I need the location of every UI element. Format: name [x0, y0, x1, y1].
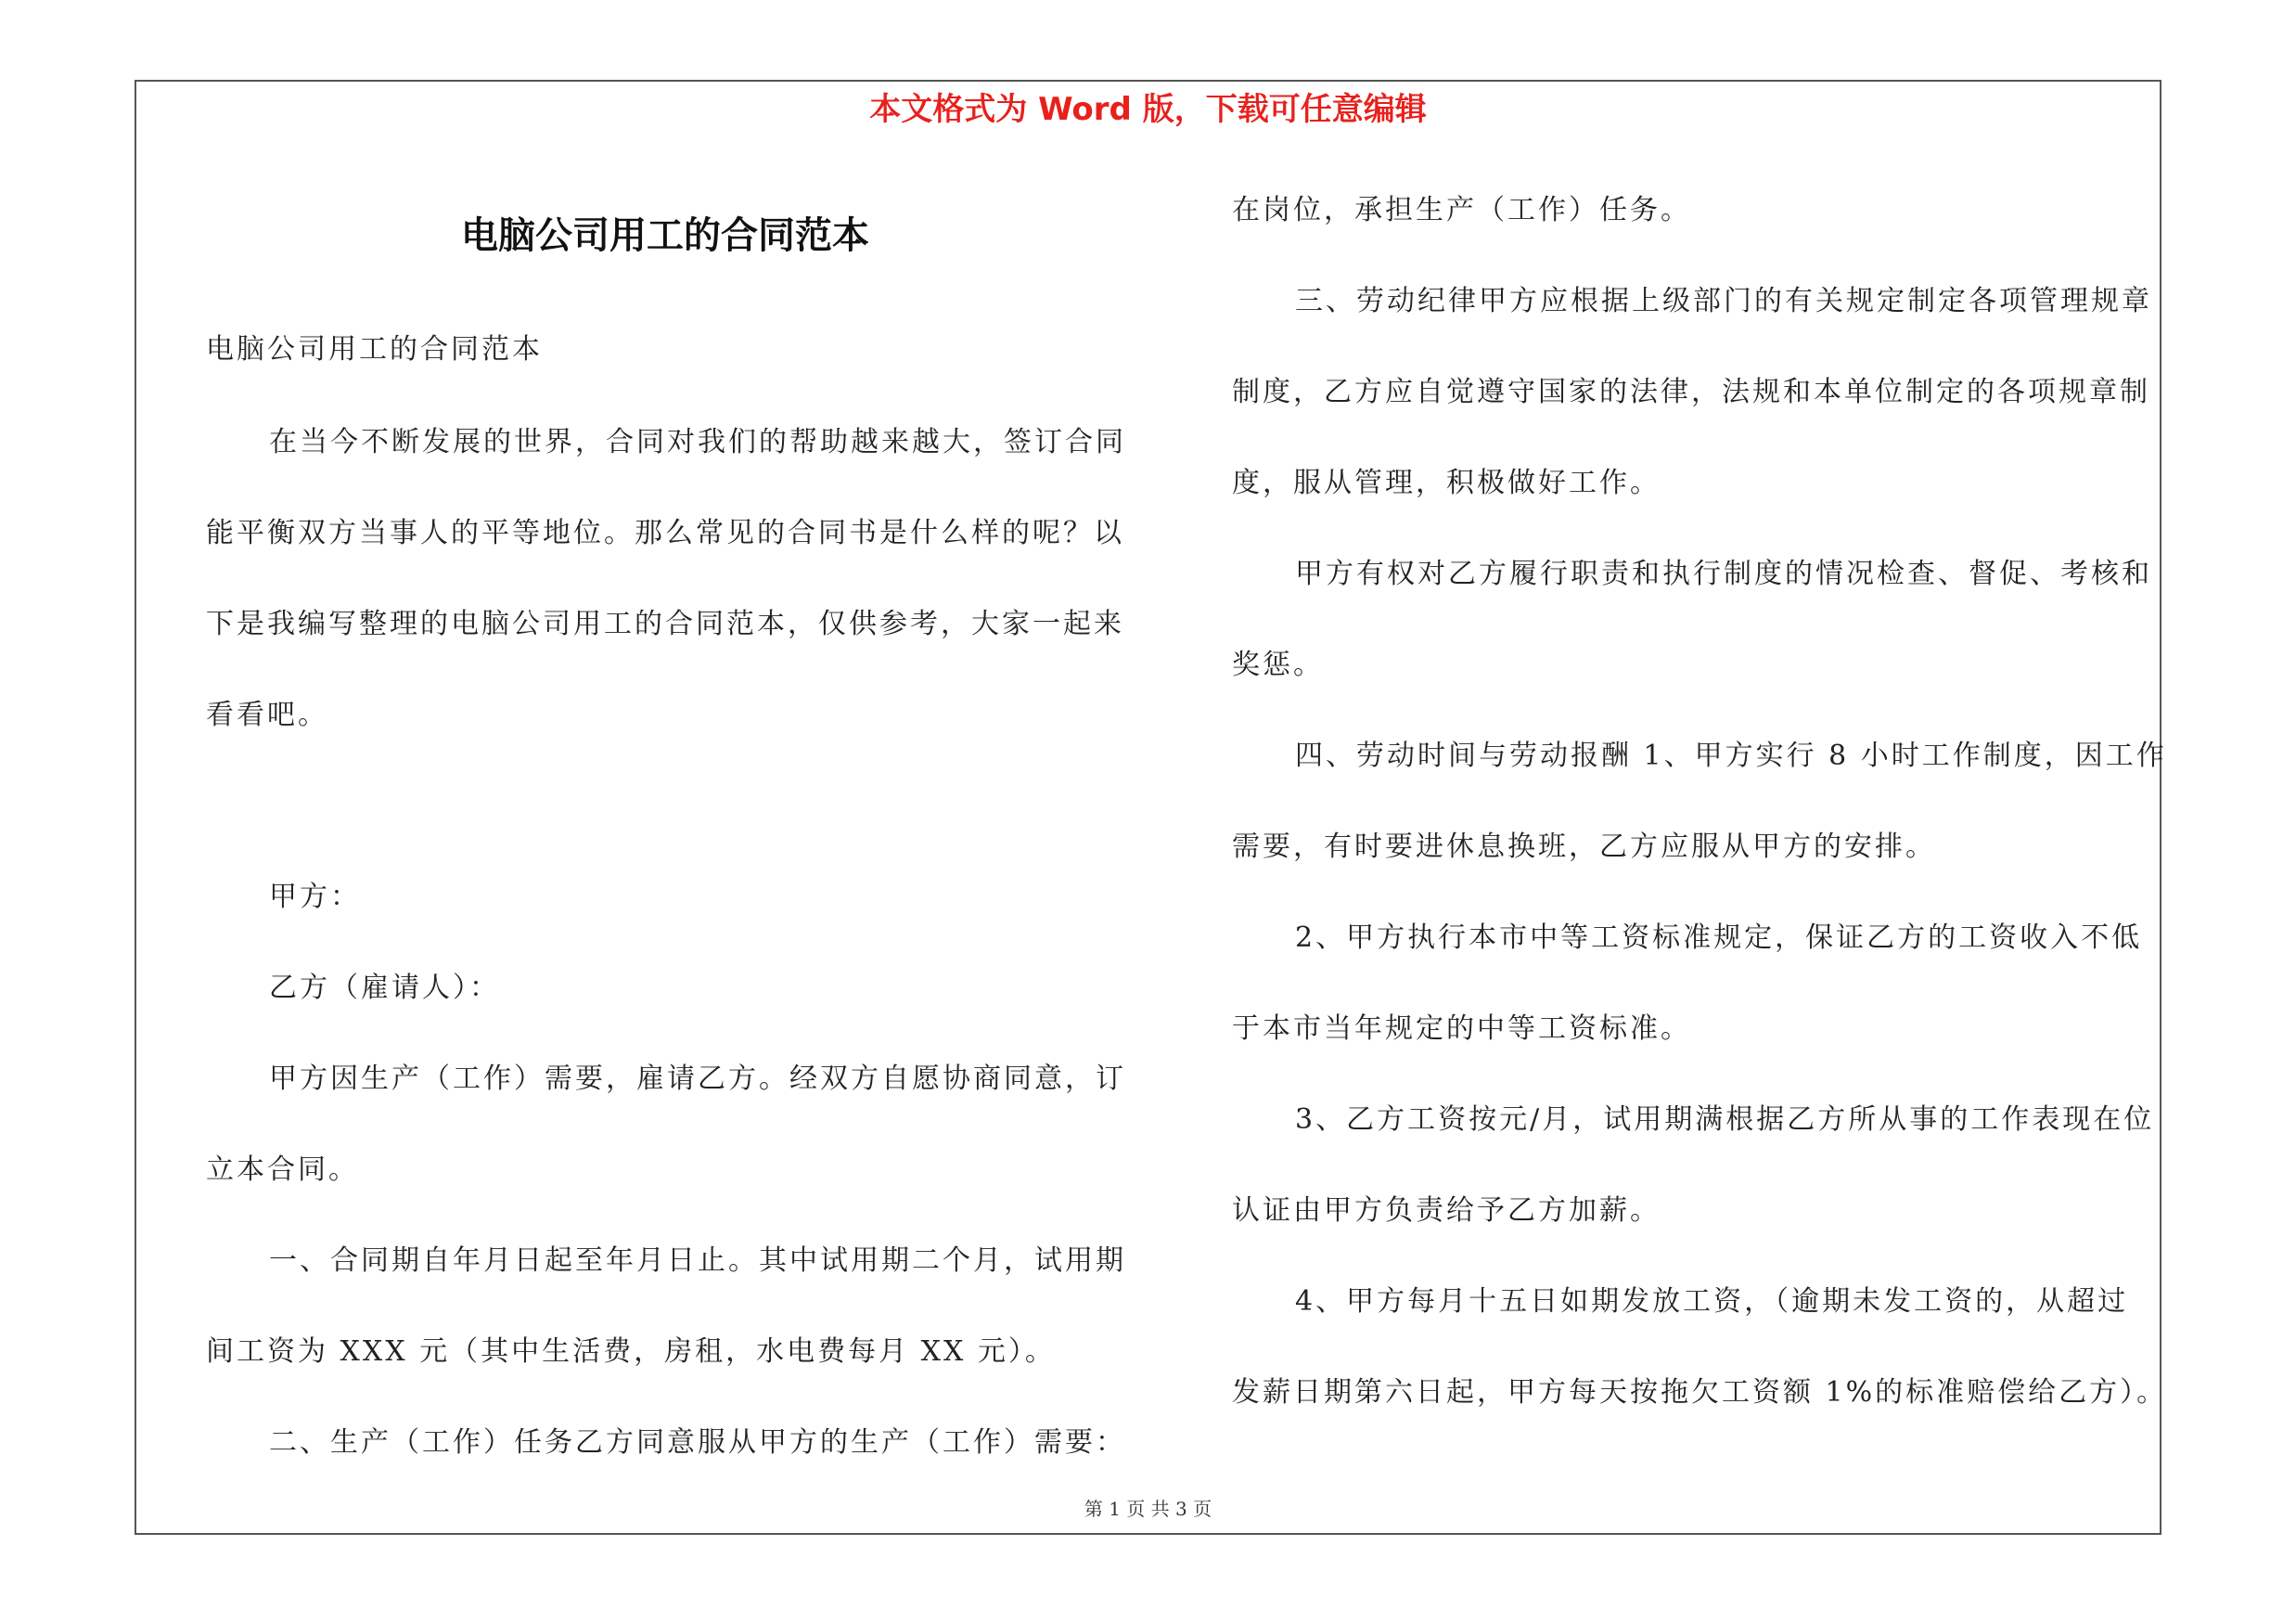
- paragraph-line: 3、乙方工资按元/月，试用期满根据乙方所从事的工作表现在位: [1295, 1103, 2155, 1136]
- subtitle-line: 电脑公司用工的合同范本: [206, 333, 543, 366]
- paragraph-line: 甲方有权对乙方履行职责和执行制度的情况检查、督促、考核和: [1295, 558, 2152, 590]
- paragraph-line: 甲方因生产（工作）需要，雇请乙方。经双方自愿协商同意，订: [269, 1063, 1126, 1095]
- paragraph-line: 度，服从管理，积极做好工作。: [1232, 467, 1661, 499]
- paragraph-line: 奖惩。: [1232, 649, 1324, 681]
- paragraph-line: 间工资为 XXX 元（其中生活费，房租，水电费每月 XX 元）。: [206, 1335, 1056, 1368]
- paragraph-line: 于本市当年规定的中等工资标准。: [1232, 1012, 1691, 1045]
- paragraph-line: 一、合同期自年月日起至年月日止。其中试用期二个月，试用期: [269, 1244, 1126, 1277]
- paragraph-line: 2、甲方执行本市中等工资标准规定，保证乙方的工资收入不低: [1295, 921, 2143, 954]
- paragraph-line: 制度，乙方应自觉遵守国家的法律，法规和本单位制定的各项规章制: [1232, 376, 2150, 408]
- paragraph-line: 认证由甲方负责给予乙方加薪。: [1232, 1194, 1661, 1227]
- paragraph-line: 三、劳动纪律甲方应根据上级部门的有关规定制定各项管理规章: [1295, 285, 2152, 317]
- paragraph-line: 能平衡双方当事人的平等地位。那么常见的合同书是什么样的呢？以: [206, 517, 1124, 549]
- document-title: 电脑公司用工的合同范本: [461, 214, 869, 257]
- party-b-line: 乙方（雇请人）：: [269, 972, 500, 1004]
- paragraph-line: 需要，有时要进休息换班，乙方应服从甲方的安排。: [1232, 831, 1936, 863]
- page-number: 第 1 页 共 3 页: [1084, 1498, 1212, 1520]
- paragraph-line: 四、劳动时间与劳动报酬 1、甲方实行 8 小时工作制度，因工作: [1295, 740, 2167, 772]
- paragraph-line: 下是我编写整理的电脑公司用工的合同范本，仅供参考，大家一起来: [206, 608, 1124, 640]
- paragraph-line: 看看吧。: [206, 699, 328, 731]
- paragraph-line: 在当今不断发展的世界，合同对我们的帮助越来越大，签订合同: [269, 426, 1126, 458]
- paragraph-line: 立本合同。: [206, 1153, 359, 1186]
- paragraph-line: 4、甲方每月十五日如期发放工资，（逾期未发工资的，从超过: [1295, 1285, 2129, 1318]
- paragraph-line: 在岗位，承担生产（工作）任务。: [1232, 194, 1691, 226]
- paragraph-line: 发薪日期第六日起，甲方每天按拖欠工资额 1%的标准赔偿给乙方）。: [1232, 1376, 2168, 1409]
- party-a-line: 甲方：: [269, 881, 361, 913]
- word-format-banner: 本文格式为 Word 版，下载可任意编辑: [869, 91, 1427, 128]
- paragraph-line: 二、生产（工作）任务乙方同意服从甲方的生产（工作）需要：: [269, 1426, 1126, 1459]
